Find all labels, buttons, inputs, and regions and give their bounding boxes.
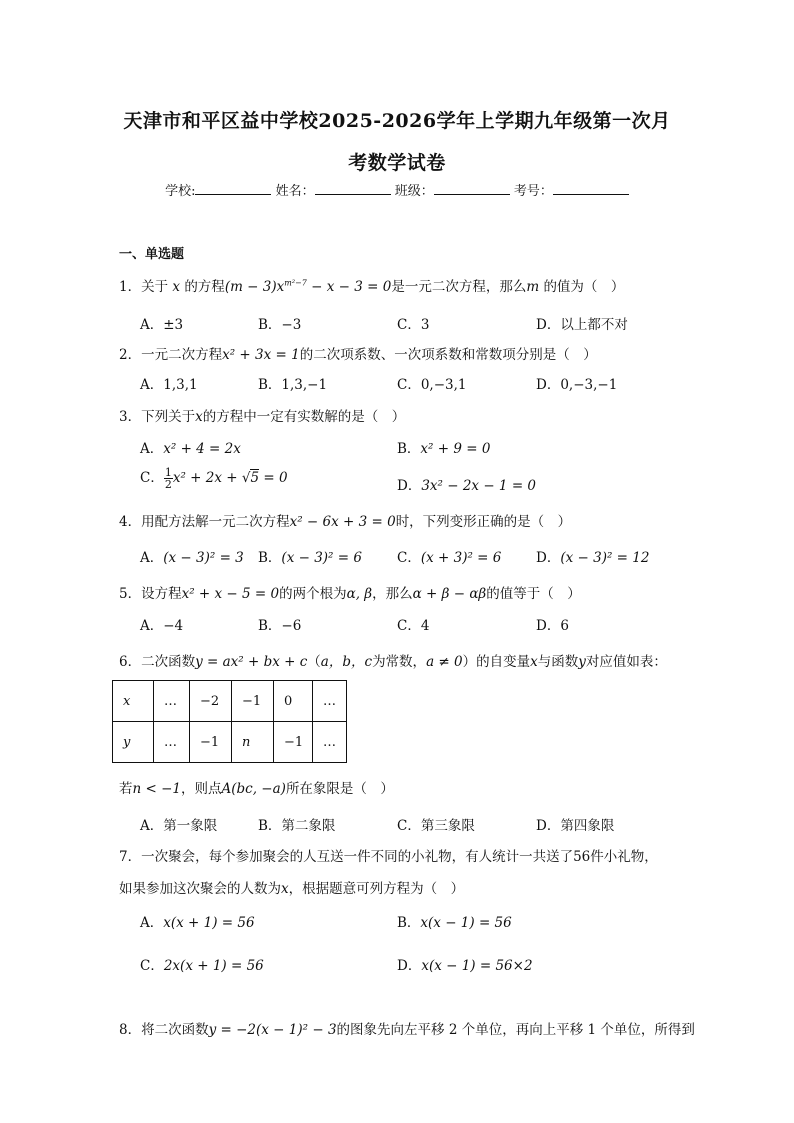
- q6-option-c[interactable]: C．第三象限: [397, 818, 475, 834]
- table-cell: −1: [232, 681, 274, 722]
- school-label: 学校:: [165, 184, 196, 199]
- q6-option-b[interactable]: B．第二象限: [258, 818, 336, 834]
- q3-option-b[interactable]: B．x² + 9 = 0: [397, 441, 491, 457]
- q2-option-b[interactable]: B．1,3,−1: [258, 377, 328, 393]
- q1-option-a[interactable]: A．±3: [140, 317, 184, 333]
- exam-title-line2: 考数学试卷: [348, 152, 446, 174]
- question-7-stem-line2: 如果参加这次聚会的人数为x，根据题意可列方程为（ ）: [119, 881, 465, 897]
- q1-option-d[interactable]: D．以上都不对: [536, 317, 628, 333]
- q2-option-d[interactable]: D．0,−3,−1: [536, 377, 618, 393]
- question-7-stem-line1: 7．一次聚会，每个参加聚会的人互送一件不同的小礼物，有人统计一共送了56件小礼物，: [119, 849, 658, 865]
- q1-option-c[interactable]: C．3: [397, 317, 430, 333]
- q5-option-a[interactable]: A．−4: [140, 618, 184, 634]
- q3-option-d[interactable]: D．3x² − 2x − 1 = 0: [397, 478, 537, 494]
- q6-option-d[interactable]: D．第四象限: [536, 818, 615, 834]
- table-row-x: [113, 681, 347, 722]
- question-5-stem: 5．设方程x² + x − 5 = 0的两个根为α, β，那么α + β − αβ的值等于（ ）: [119, 586, 581, 602]
- value-table: [112, 680, 347, 763]
- student-info-row: [0, 180, 794, 199]
- question-4-stem: 4．用配方法解一元二次方程x² − 6x + 3 = 0时，下列变形正确的是（ ）: [119, 514, 572, 530]
- q6-option-a[interactable]: A．第一象限: [140, 818, 218, 834]
- q2-option-a[interactable]: A．1,3,1: [140, 377, 198, 393]
- table-cell: …: [313, 681, 347, 722]
- question-2-stem: 2．一元二次方程x² + 3x = 1的二次项系数、一次项系数和常数项分别是（ ）: [119, 347, 597, 363]
- q3-option-a[interactable]: A．x² + 4 = 2x: [140, 441, 241, 457]
- id-field[interactable]: [553, 182, 629, 195]
- q7-option-d[interactable]: D．x(x − 1) = 56×2: [397, 958, 533, 974]
- section-title: 一、单选题: [119, 247, 185, 262]
- table-cell: y: [113, 722, 154, 763]
- q4-option-c[interactable]: C．(x + 3)² = 6: [397, 550, 502, 566]
- table-cell: x: [113, 681, 154, 722]
- table-cell: −1: [274, 722, 313, 763]
- q7-option-b[interactable]: B．x(x − 1) = 56: [397, 915, 512, 931]
- table-cell: …: [154, 722, 190, 763]
- class-label: 班级：: [394, 184, 434, 199]
- q7-option-a[interactable]: A．x(x + 1) = 56: [140, 915, 255, 931]
- q3-option-c[interactable]: C． $\frac{1}{2}$ x² + 2x + √5 = 0: [140, 466, 288, 491]
- table-cell: −2: [190, 681, 232, 722]
- table-cell: …: [313, 722, 347, 763]
- school-field[interactable]: [195, 182, 271, 195]
- table-row-y: [113, 722, 347, 763]
- q5-option-b[interactable]: B．−6: [258, 618, 302, 634]
- q4-option-d[interactable]: D．(x − 3)² = 12: [536, 550, 650, 566]
- q1-option-b[interactable]: B．−3: [258, 317, 302, 333]
- table-cell: 0: [274, 681, 313, 722]
- exam-title-line1: 天津市和平区益中学校2025-2026学年上学期九年级第一次月: [123, 110, 671, 132]
- table-cell: …: [154, 681, 190, 722]
- table-cell: n: [232, 722, 274, 763]
- name-label: 姓名：: [275, 184, 315, 199]
- q4-option-b[interactable]: B．(x − 3)² = 6: [258, 550, 362, 566]
- table-cell: −1: [190, 722, 232, 763]
- q4-option-a[interactable]: A．(x − 3)² = 3: [140, 550, 244, 566]
- name-field[interactable]: [315, 182, 391, 195]
- q5-option-c[interactable]: C．4: [397, 618, 430, 634]
- id-label: 考号：: [513, 184, 553, 199]
- question-6-followup: 若n < −1，则点A(bc, −a)所在象限是（ ）: [119, 781, 394, 797]
- question-8-stem: 8．将二次函数y = −2(x − 1)² − 3的图象先向左平移 2 个单位，再向上平移 1 个单位，所得到: [119, 1022, 695, 1038]
- q5-option-d[interactable]: D．6: [536, 618, 569, 634]
- question-1-stem: 1．关于 x 的方程$(m - 3)x^{m^2-7} - x - 3 = 0$是一元二次方程，那么m 的值为（ ）: [119, 278, 625, 295]
- q2-option-c[interactable]: C．0,−3,1: [397, 377, 467, 393]
- class-field[interactable]: [434, 182, 510, 195]
- question-6-stem: 6．二次函数y = ax² + bx + c（a，b，c为常数，a ≠ 0）的自变量x与函数y对应值如表：: [119, 654, 667, 670]
- q7-option-c[interactable]: C．2x(x + 1) = 56: [140, 958, 264, 974]
- question-3-stem: 3．下列关于x的方程中一定有实数解的是（ ）: [119, 409, 406, 425]
